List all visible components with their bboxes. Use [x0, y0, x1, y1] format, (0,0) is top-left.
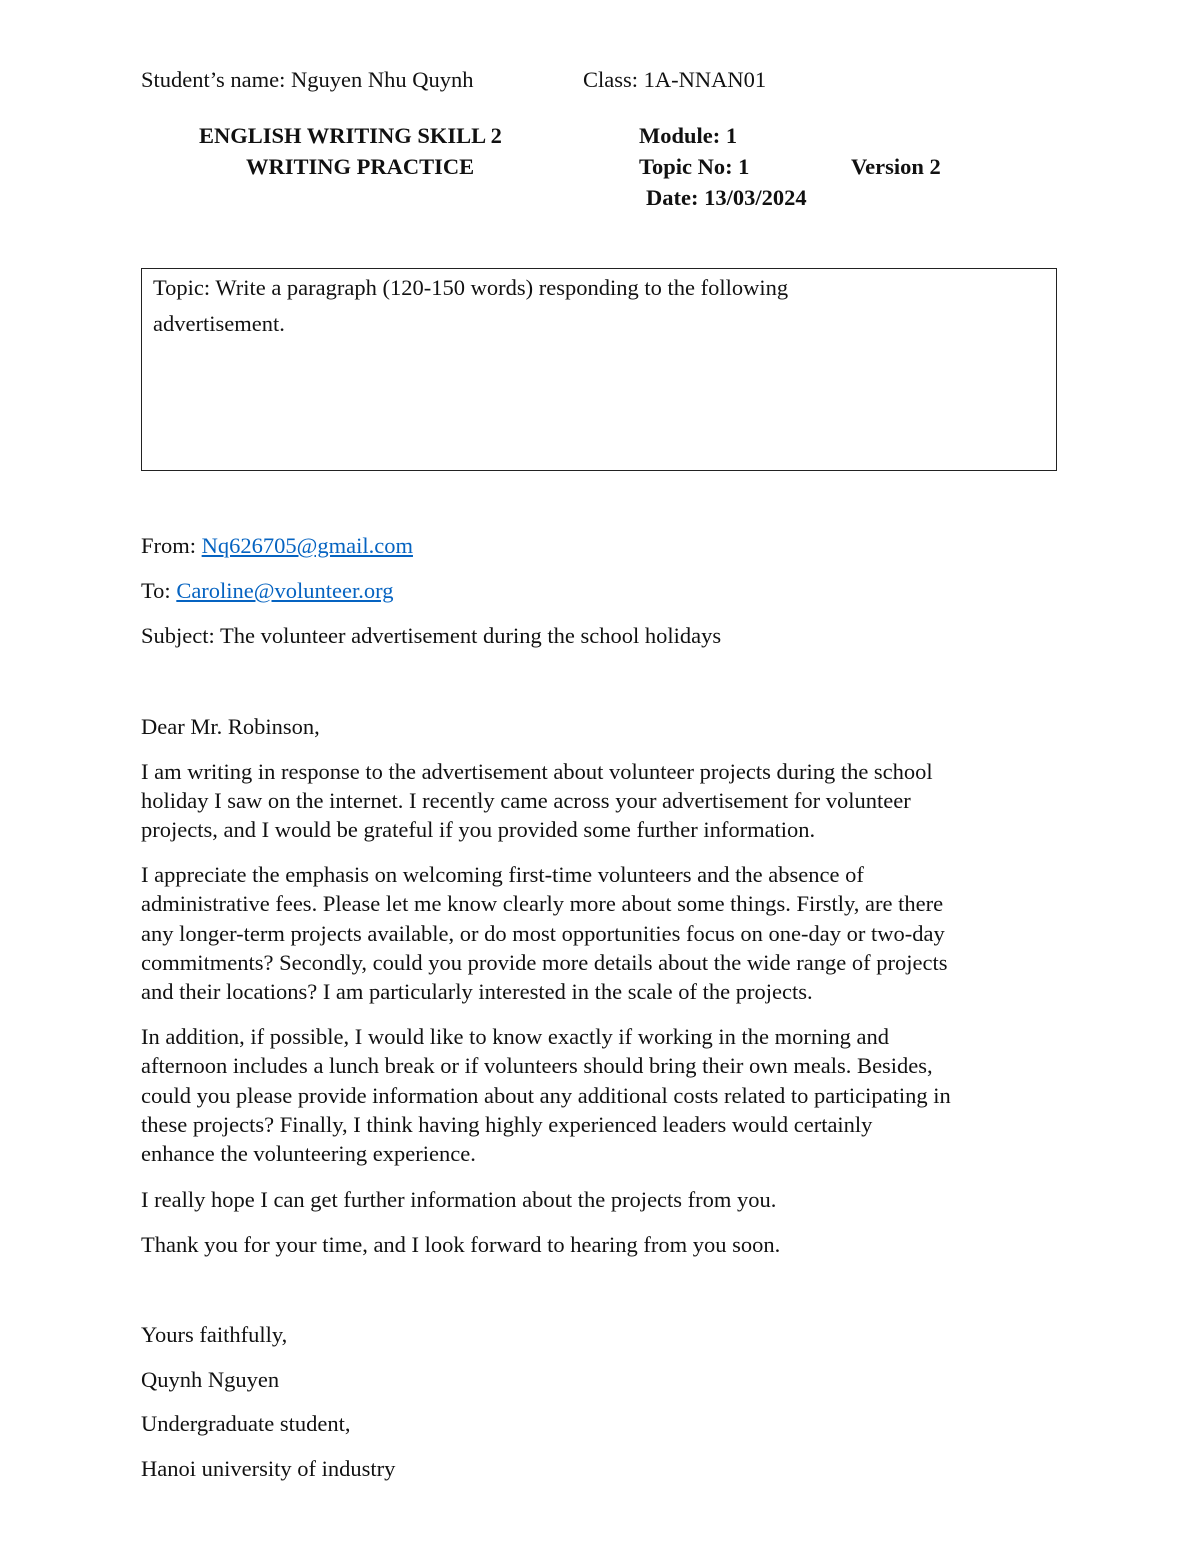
- paragraph-line: afternoon includes a lunch break or if volunteers should bring their own meals. Besides,: [141, 1053, 933, 1078]
- paragraph-line: holiday I saw on the internet. I recently came across your advertisement for volunteer: [141, 788, 911, 813]
- email-subject: Subject: The volunteer advertisement during the school holidays: [141, 623, 722, 648]
- topic-number: Topic No: 1: [639, 154, 750, 179]
- class-label: Class: 1A-NNAN01: [583, 67, 767, 92]
- paragraph-line: projects, and I would be grateful if you provided some further information.: [141, 817, 816, 842]
- paragraph-line: In addition, if possible, I would like to know exactly if working in the morning and: [141, 1024, 890, 1049]
- course-title: ENGLISH WRITING SKILL 2: [199, 123, 502, 148]
- practice-title: WRITING PRACTICE: [246, 154, 475, 179]
- paragraph-line: commitments? Secondly, could you provide more details about the wide range of projects: [141, 950, 948, 975]
- paragraph-4: I really hope I can get further information about the projects from you.: [141, 1187, 777, 1212]
- letter-closing: Yours faithfully,: [141, 1322, 288, 1347]
- email-to: [141, 580, 393, 603]
- to-email-link[interactable]: Caroline@volunteer.org: [176, 578, 394, 603]
- date-label: Date: 13/03/2024: [646, 185, 807, 210]
- topic-box: [141, 268, 1057, 471]
- paragraph-line: and their locations? I am particularly interested in the scale of the projects.: [141, 979, 813, 1004]
- module-label: Module: 1: [639, 123, 738, 148]
- student-name: Student’s name: Nguyen Nhu Quynh: [141, 67, 474, 92]
- topic-line-1: Topic: Write a paragraph (120-150 words) responding to the following: [153, 275, 789, 300]
- to-label: To:: [141, 578, 177, 603]
- sender-role: Undergraduate student,: [141, 1411, 351, 1436]
- paragraph-line: any longer-term projects available, or do most opportunities focus on one-day or two-day: [141, 921, 945, 946]
- paragraph-5: Thank you for your time, and I look forward to hearing from you soon.: [141, 1232, 781, 1257]
- paragraph-line: these projects? Finally, I think having highly experienced leaders would certainly: [141, 1112, 873, 1137]
- letter-greeting: Dear Mr. Robinson,: [141, 714, 320, 739]
- paragraph-line: I appreciate the emphasis on welcoming first-time volunteers and the absence of: [141, 862, 864, 887]
- paragraph-line: enhance the volunteering experience.: [141, 1141, 476, 1166]
- version-label: Version 2: [851, 154, 941, 179]
- topic-line-2: advertisement.: [153, 311, 285, 336]
- from-email-link[interactable]: Nq626705@gmail.com: [201, 533, 413, 558]
- paragraph-line: administrative fees. Please let me know clearly more about some things. Firstly, are there: [141, 891, 944, 916]
- paragraph-line: could you please provide information about any additional costs related to participating in: [141, 1083, 951, 1108]
- paragraph-line: I am writing in response to the advertisement about volunteer projects during the school: [141, 759, 933, 784]
- sender-school: Hanoi university of industry: [141, 1456, 396, 1481]
- from-label: From:: [141, 533, 202, 558]
- sender-name: Quynh Nguyen: [141, 1367, 280, 1392]
- email-from: [141, 535, 413, 558]
